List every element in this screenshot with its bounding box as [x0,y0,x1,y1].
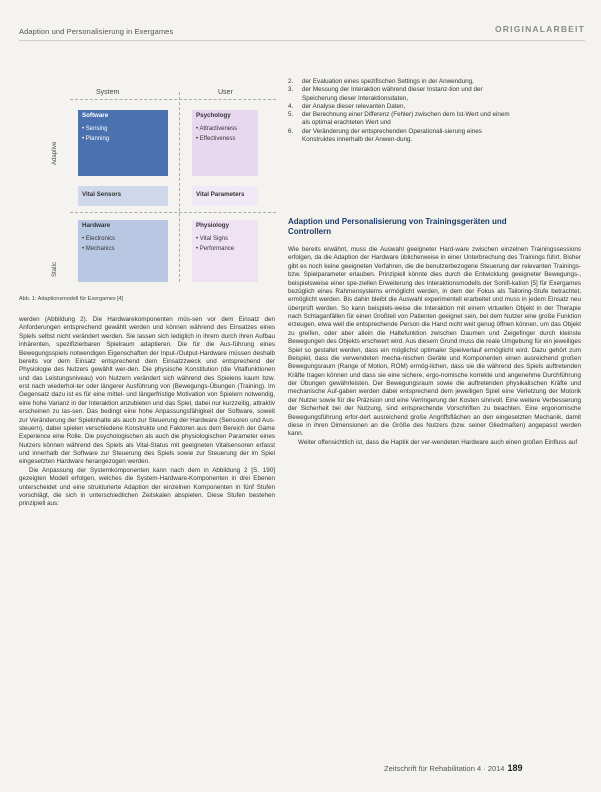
top-divider [70,99,276,100]
list-item: 5. der Berechnung einer Differenz (Fehler) zwischen dem Ist-Wert und einem als optimal erachteten Wert und [288,111,510,127]
running-header [19,24,585,38]
box-vital-sensors [78,186,168,206]
list-item: 2. der Evaluation eines spezifischen Settings in der Anwendung, [288,78,474,85]
figure-caption: Abb. 1: Adaptionsmodell für Exergames [4] [19,296,124,302]
box-vital-parameters [192,186,258,206]
right-paragraph-2: Weiter offensichtlich ist, dass die Haptik der ver-wendeten Hardware auch einen großen Einfluss auf [298,438,578,446]
left-column [19,316,275,509]
figure-adaption-model [50,80,282,289]
side-label-adaptive: Adaptive [52,141,58,165]
box-software-item-1: • Sensing [82,126,108,132]
box-physiology-item-1: • Vital Signs [196,236,229,242]
left-paragraph-2: Die Anpassung der Systemkomponenten kann nach dem in Abbildung 2 [S. 190] gezeigten Modell erfolgen, welches die System-Hardware-Komponenten in drei Ebenen unterscheidet und eine strukturierte Adaption der einzelnen Komponenten in fünf Stufen vorschlägt, die sich in unterschiedlichen Zeitskalen abspielen. Diese Stufen bestehen prinzipiell aus: [19,466,275,508]
box-vital-parameters-title: Vital Parameters [196,191,245,198]
box-hardware-item-2: • Mechanics [82,246,115,252]
box-hardware-item-1: • Electronics [82,236,116,242]
list-item: 4. der Analyse dieser relevanten Daten, [288,102,406,110]
box-physiology [192,220,258,282]
center-divider [179,92,180,282]
right-column [288,246,581,447]
middle-divider [70,212,276,213]
page-footer [384,763,523,773]
page-number: 189 [507,763,523,773]
right-paragraph-1: Wie bereits erwähnt, muss die Auswahl geeigneter Hard-ware zwischen einzelnen Trainingssessions erfolgen, da die Adaption der Hardware üblicherweise in einer Unterbrechung des Trainings führt. Bisher gibt es noch keine geeigneten Verfahren, die die benutzerbezogene Steuerung der relevanten Trainings- bzw. Spielparameter erlauben. Prinzipiell könnte dies durch die Entwicklung geeigneter Bewegungs-, beispielsweise einer spe-ziellen Erweiterung des Interaktionsmodells der Sonifi-kation [5] für Exergames bezüglich eines Rahmensystems ermöglicht werden, in dem der Fokus als Tailoring-Stufe betrachtet, ermöglicht werden. Bis dahin bleibt die Auswahl experimentell erarbeitet und muss in jedem Einsatz neu überprüft werden. So kann beispiels-weise die Interaktion mit einem virtuellen Objekt in der Therapie nach Schlaganfällen für einen Großteil von Patienten geeignet sein, bei dem Nutzer eine große Funktion erzeugen, etwa weil die entsprechende Person die Hand nicht weit genug öffnen können, um das Objekt zu greifen, oder aber allein die Haltefunktion zwischen Daumen und Zeigefinger durch kleinste Bewegungen des Objekts erschwert wird. Aus diesem Grund muss die reale Umgebung für ein jeweiliges Spiel so gestaltet werden, dass ein möglichst optimaler Spielverlauf ermöglicht wird. Dazu gehört zum Beispiel, dass die verwendeten mecha-nischen Geräte und Komponenten einen ausreichend großen Bewegungsraum (Range of Motion, ROM) ermög-lichen, dass sie die während des Spiels auftretenden Kräfte tragen können und dass sie eine sichere, ergo-nomische korrekte und angenehme Durchführung der Übungen gewährleisten. Der Bewegungsraum sowie die auftretenden physikalischen Kräfte und mechanische Auf-gaben werden dabei entsprechend dem jeweiligen Spiel eine Verletzung der Motorik der Nutzer sowie für die Präzision und eine Verringerung der Kosten sinnvoll. Eine weitere Verbesserung der Sicherheit bei der Nutzung, sind entsprechende Vorschriften zu beachten. Eine ergonomische Bewegungsführung erfor-dert ausreichend große Angriffsflächen an den eingesetzten Mechanik, damit diese in ihren Dimensionen an die Größe des Nutzers (bzw. seiner Gliedmaßen) angepasst werden kann. [288,246,581,438]
header-rule [19,40,585,41]
box-software [78,110,168,176]
box-physiology-title: Physiology [196,222,230,229]
journal-name: Zeitschrift für Rehabilitation 4 · 2014 [384,764,505,773]
col-user-label: User [218,89,233,96]
box-psychology [192,110,258,176]
list-item: 6. der Veränderung der entsprechenden Operationali-sierung eines Konstruktes innerhalb der Anwen-dung. [288,127,482,144]
box-software-item-2: • Planning [82,136,110,142]
side-label-static: Static [52,261,58,277]
box-psychology-item-2: • Effectiveness [196,136,236,142]
list-item: 3. der Messung der Interaktion während dieser Instanz-tion und der Speicherung dieser Interaktionsdaten, [288,86,483,102]
numbered-list [288,78,512,144]
section-label: ORIGINALARBEIT [495,24,585,34]
section-heading: Adaption und Personalisierung von Trainingsgeräten und Controllern [288,217,507,236]
running-title: Adaption und Personalisierung in Exergames [19,27,174,36]
left-paragraph-1: werden (Abbildung 2). Die Hardwarekomponenten müs-sen vor dem Einsatz den Anforderungen entsprechend gewählt werden und können während des Einsatzes eines Spiels selbst nicht verändert werden. Sie lassen sich lediglich in ihrem durch ihren Aufbau inhärenten, spezifizierbaren Spielraum adaptieren. Die für die Aus-führung eines Bewegungsspiels notwendigen Eigenschaften der Input-/Output-Hardware müssen deshalb bereits vor dem Einsatz entsprechend dem Einsatzzweck und entsprechend der Physiologie des Nutzers gewählt wer-den. Die physische Konstitution (die Vitalfunktionen und das Leistungsniveau) von Nutzern verändert sich während des Spielens kaum bzw. erst nach wiederhol-ter oder längerer Ausführung von (Bewegungs-Übungen (Training). Im Gegensatz dazu ist es für eine mittel- und längerfristige Motivation von Spielern notwendig, eine hohe Varianz in der Interaktion anzubieten und das Spiel, dabei nur kurzzeitig, attraktiv erscheinen zu las-sen. Das bedingt eine hohe Anpassungsfähigkeit der Software, soweit zur Veränderung der Spielinhalte als auch zur Steuerung der Hardware (Sensoren und Aus-steuern), dabei spielen verschiedene Konstrukte und Faktoren aus dem Bereich der Game Experience eine Rolle. Die psychologischen als auch die physiologischen Parameter eines Nutzers können während des Spiels als Vital-Status mit geeigneten Vitalsensoren erfasst und innerhalb der Software zur Steuerung des Spiels sowie zur Steuerung der im Spiel eingesetzten Hardware herangezogen werden. [19,316,275,466]
box-physiology-item-2: • Performance [196,246,235,252]
box-psychology-title: Psychology [196,112,231,119]
col-system-label: System [96,89,120,96]
box-psychology-item-1: • Attractiveness [196,126,238,132]
box-software-title: Software [82,112,109,119]
box-hardware [78,220,168,282]
box-vital-sensors-title: Vital Sensors [82,191,122,198]
box-hardware-title: Hardware [82,222,111,229]
